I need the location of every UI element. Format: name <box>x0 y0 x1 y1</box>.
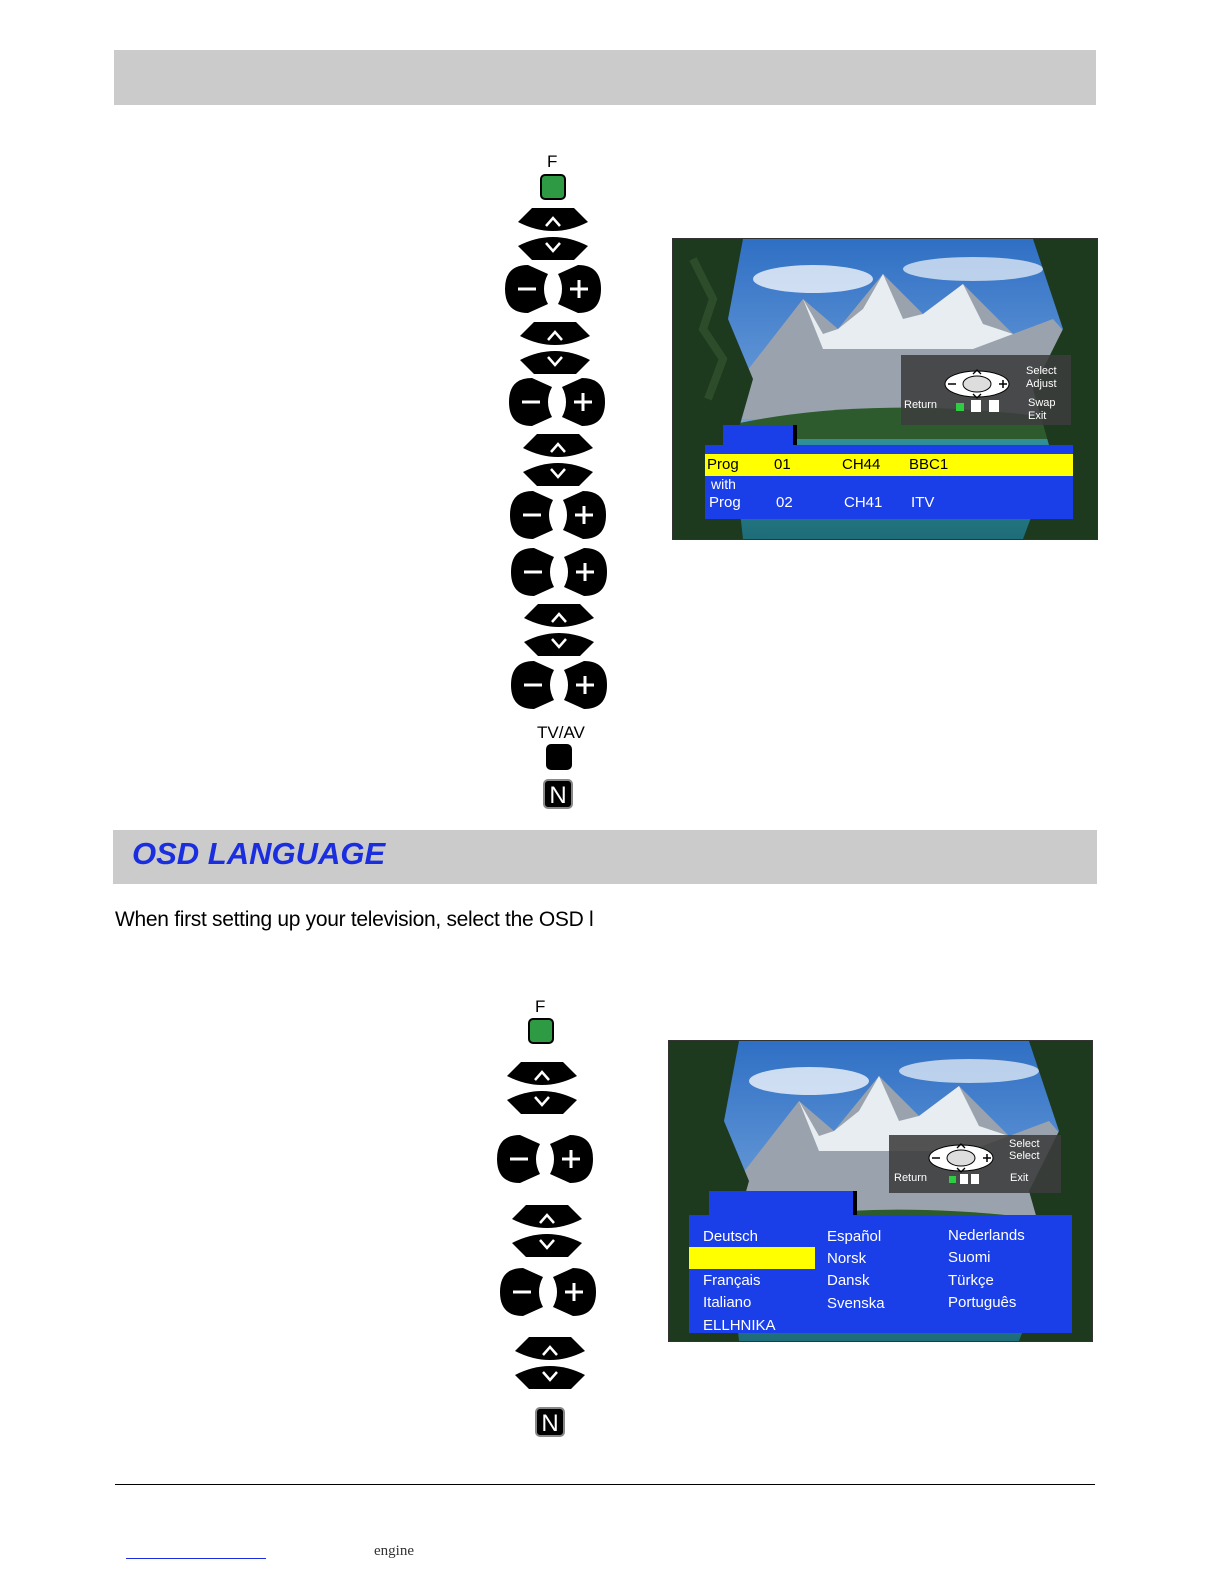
help-return: Return <box>904 399 938 411</box>
help-swap: Swap <box>1028 397 1056 409</box>
language-item: Español <box>827 1228 882 1245</box>
help-select: Select <box>1009 1138 1040 1150</box>
tvav-key-label: TV/AV <box>537 723 585 742</box>
minus-plus-icon <box>508 377 606 427</box>
language-item: Svenska <box>827 1295 885 1312</box>
help-return: Return <box>894 1172 928 1184</box>
help-select: Select <box>1009 1150 1040 1162</box>
up-down-arrow-icon <box>515 1335 585 1391</box>
footer-link-underline <box>126 1558 266 1559</box>
highlight-language <box>689 1247 815 1269</box>
tvav-key <box>546 744 572 770</box>
language-item: Norsk <box>827 1250 867 1267</box>
up-down-arrow-icon <box>524 602 594 658</box>
language-item: Português <box>948 1294 1017 1311</box>
minus-plus-icon <box>499 1267 597 1317</box>
section-band-osd-language <box>113 830 1097 884</box>
minus-plus-icon <box>504 264 602 314</box>
up-down-arrow-icon <box>520 320 590 376</box>
help-exit: Exit <box>1010 1172 1029 1184</box>
row1-col3: CH44 <box>842 456 881 473</box>
help-box <box>889 1135 1061 1193</box>
white-key-indicator <box>971 400 981 412</box>
up-down-arrow-icon <box>512 1203 582 1259</box>
white-key-indicator <box>960 1174 968 1184</box>
minus-plus-icon <box>510 547 608 597</box>
minus-plus-icon <box>510 660 608 710</box>
n-key: N <box>535 1407 565 1437</box>
minus-plus-icon <box>509 490 607 540</box>
row2-col1: with <box>711 476 736 492</box>
language-item: Deutsch <box>703 1228 759 1245</box>
green-key-indicator <box>956 403 964 411</box>
help-adjust: Adjust <box>1026 378 1057 390</box>
up-down-arrow-icon <box>507 1060 577 1116</box>
language-item: Français <box>703 1272 761 1289</box>
help-select: Select <box>1026 365 1057 377</box>
row3-col3: CH41 <box>844 494 883 511</box>
footer-rule <box>115 1484 1095 1485</box>
white-key-indicator <box>971 1174 979 1184</box>
up-down-arrow-icon <box>523 432 593 488</box>
f-key-label: F <box>535 997 546 1016</box>
navigation-pad-icon <box>943 367 1011 401</box>
row1-col4: BBC1 <box>909 456 949 473</box>
green-f-key <box>540 174 566 200</box>
language-item: Italiano <box>703 1294 752 1311</box>
language-item: Dansk <box>827 1272 870 1289</box>
row3-col4: ITV <box>911 494 935 511</box>
up-down-arrow-icon <box>518 206 588 262</box>
white-key-indicator <box>989 400 999 412</box>
highlight-row <box>705 454 1073 476</box>
row1-col1: Prog <box>707 456 739 473</box>
n-key: N <box>543 779 573 809</box>
footer-text: engine <box>374 1543 414 1559</box>
help-box <box>901 355 1071 425</box>
help-exit: Exit <box>1028 410 1047 422</box>
intro-text: When first setting up your television, select the OSD l <box>115 908 594 931</box>
tv-screen-language-menu <box>668 1040 1093 1342</box>
tv-screen-program-swap <box>672 238 1098 540</box>
f-key-label: F <box>547 152 558 171</box>
language-item: Suomi <box>948 1249 991 1266</box>
minus-plus-icon <box>496 1134 594 1184</box>
language-item: Türkçe <box>948 1272 994 1289</box>
green-f-key <box>528 1018 554 1044</box>
navigation-pad-icon <box>927 1141 995 1175</box>
row3-col1: Prog <box>709 494 741 511</box>
green-key-indicator <box>949 1176 956 1183</box>
row3-col2: 02 <box>776 494 793 511</box>
language-item: ELLHNIKA <box>703 1317 776 1334</box>
section-title: OSD LANGUAGE <box>132 836 386 871</box>
language-item: Nederlands <box>948 1227 1025 1244</box>
header-band <box>114 50 1096 105</box>
row1-col2: 01 <box>774 456 791 473</box>
